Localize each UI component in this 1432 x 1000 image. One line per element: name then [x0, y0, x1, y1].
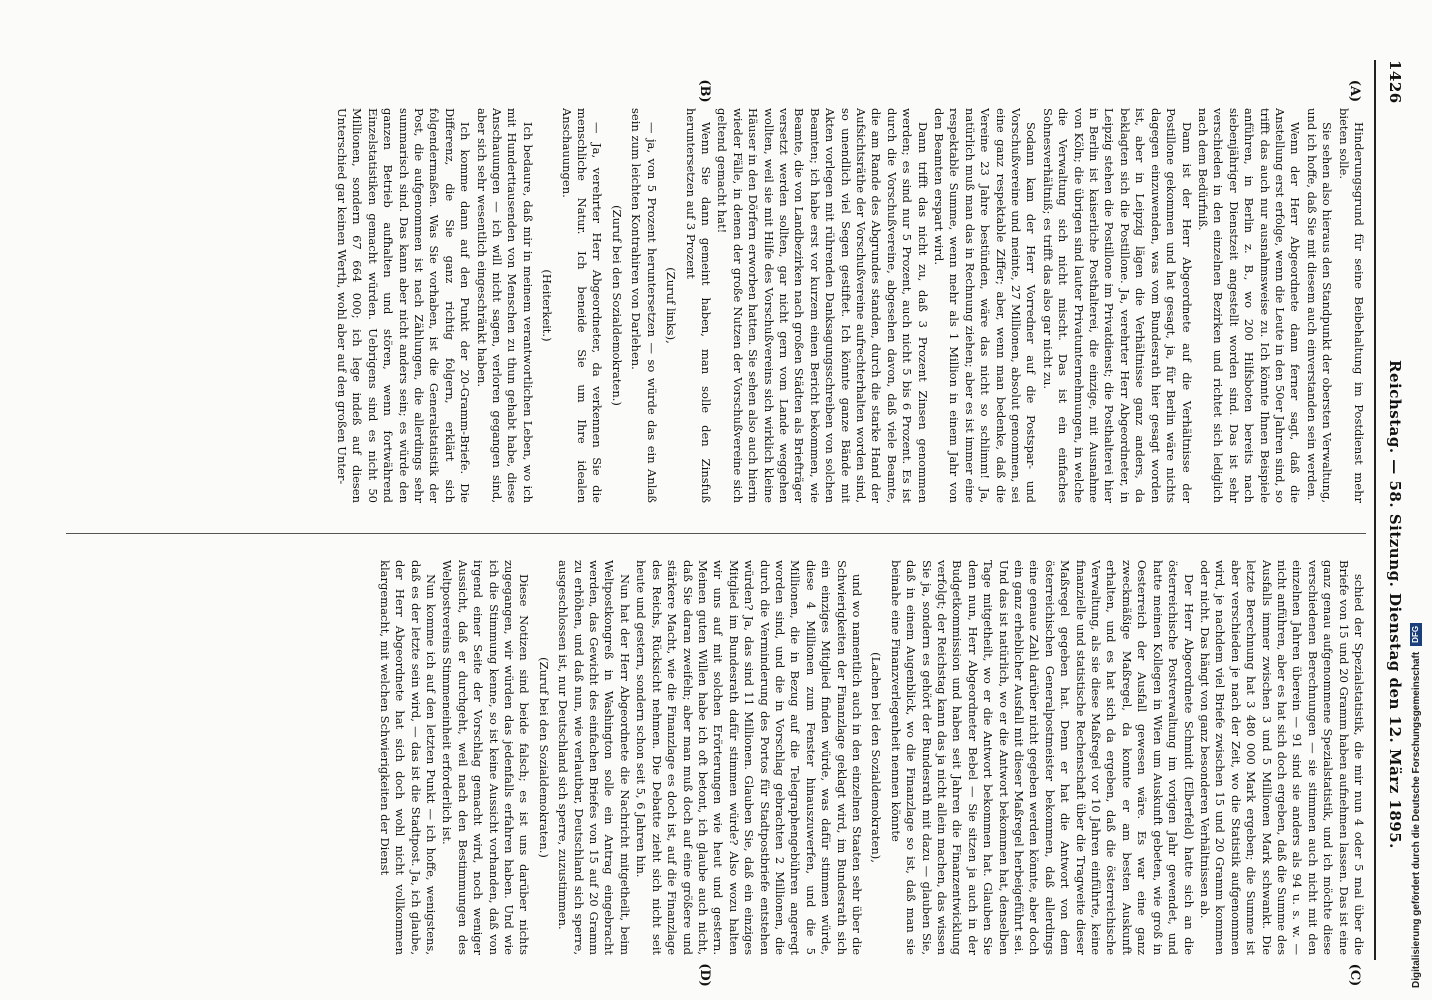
paragraph: (Zuruf bei den Sozialdemokraten.) — [609, 205, 624, 406]
left-text-column — [66, 108, 1366, 503]
page-header — [1378, 60, 1404, 960]
right-text-column — [66, 560, 1366, 955]
digitization-credit — [1405, 8, 1431, 988]
column-rule — [66, 533, 1366, 534]
paragraph: Hinderungsgrund für seine Beibehaltung im Postdienst mehr bieten solle. — [1336, 108, 1366, 503]
running-title: Reichstag. — 58. Sitzung. Dienstag den 12. März 1895. — [1386, 360, 1404, 849]
paragraph: Wenn der Herr Abgeordnete dann ferner sagt, daß die Anstellung erst erfolge, wenn die Leute in den 50er Jahren sind, so trifft das auch nur ausnahmsweise zu. Ich könnte Ihnen Beispiele anführen, in Berlin z. B., wo 200 Hilfsboten bereits nach siebenjähriger Dienstzeit angestellt worden sind. Das ist sehr verschieden in den einzelnen Bezirken und richtet sich lediglich nach dem Bedürfniß. — [1195, 108, 1303, 503]
paragraph: Sodann kam der Herr Vorredner auf die Postspar- und Vorschußvereine und meinte, 27 Millionen, absolut genommen, sei eine ganz respektable Ziffer; aber, wenn man bedenke, daß die Vereine 23 Jahre bestünden, wäre das nicht so schlimm! Ja, natürlich muß man das in Rechnung ziehen; aber es ist immer eine respektable Summe, wenn mehr als 1 Million in einem Jahr von den Beamten erspart wird. — [932, 108, 1039, 503]
paragraph: (Heiterkeit.) — [540, 269, 555, 342]
paragraph: Der Herr Abgeordnete Schmidt (Elberfeld) hatte sich an die österreichische Postverwaltung im vorigen Jahr gewendet, und hatte meinen Kollegen in Wien um Auskunft gebeten, wie groß in Oesterreich der Ausfall gewesen wäre. Es war eine ganz zweckmäßige Maßregel, da konnte er am besten Auskunft erhalten, und es hat sich da ergeben, daß die österreichische Verwaltung, als sie diese Maßregel vor 10 Jahren einführte, keine finanzielle und statistische Rechenschaft über die Tragweite dieser Maßregel gegeben hat. Denn er hat die Antwort von dem österreichischen Generalpostmeister bekommen, daß allerdings eine genaue Zahl darüber nicht gegeben werden könnte, aber doch ein ganz erheblicher Ausfall mit dieser Maßregel herbeigeführt sei. Und das ist natürlich, wo er die Antwort bekommen hat, denselben Tage mitgetheilt, wo er die Antwort bekommen hat. Glauben Sie denn nun, Herr Abgeordneter Bebel — Sie sitzen ja auch in der Budgetkommission und haben seit Jahren die Finanzentwicklung verfolgt; der Reichstag kann das ja nicht allein machen, das wissen Sie ja, sondern es gehört der Bundesrath mit dazu — glauben Sie, daß in einem Augenblick, wo die Finanzlage so ist, daß man sie beinahe eine Finanzverlegenheit nennen könnte — [888, 560, 1196, 955]
header-rule — [1374, 60, 1376, 960]
paragraph: (Lachen bei den Sozialdemokraten), — [869, 652, 884, 863]
paragraph: und wo namentlich auch in den einzelnen Staaten sehr über die Schwierigkeiten der Finanzlage geklagt wird, im Bundesrath sich ein einziges Mitglied finden würde, was dafür stimmen würde, diese 4 Millionen zum Fenster hinauszuwerfen, und die 5 Millionen, die in Bezug auf die Telegraphengebühren angeregt worden sind, und die in Vorschlag gebrachten 2 Millionen, die durch die Verminderung des Portos für Stadtpostbriefe entstehen würden? Ja, das sind 11 Millionen. Glauben Sie, daß ein einziges Mitglied im Bundesrath dafür stimmen würde? Also wozu halten wir uns auf mit solchen Erörterungen wie heut und gestern. Meinen guten Willen habe ich oft betont, ich glaube auch nicht, daß Sie daran zweifeln; aber man muß doch auf eine größere und stärkere Macht, wie die Finanzlage es doch ist, auf die Finanzlage des Reichs, Rücksicht nehmen. Die Debatte zieht sich nicht seit heute und gestern, sondern schon seit 5, 6 Jahren hin. — [634, 560, 864, 955]
margin-marker-d: (D) — [697, 963, 712, 987]
paragraph: (Zuruf bei den Sozialdemokraten.) — [536, 657, 551, 858]
paragraph: Sie sehen also hieraus den Standpunkt der obersten Verwaltung, und ich hoffe, daß Sie mit diesem auch einverstanden sein werden. — [1304, 108, 1335, 503]
paragraph: Nun komme ich auf den letzten Punkt — ich hoffe, wenigstens, daß es der letzte sein wird, — das ist die Stadtpost. Ja, ich glaube, der Herr Abgeordnete hat sich doch wohl nicht vollkommen klargemacht, mit welchen Schwierigkeiten der Dienst — [377, 560, 439, 955]
paragraph: Dann ist der Herr Abgeordnete auf die Verhältnisse der Postillone gekommen und hat gesagt, ja, für Berlin wäre nichts dagegen einzuwenden, was vom Bundesrath hier gesagt worden ist, aber in Leipzig lägen die Verhältnisse ganz anders, da beklagten sich die Postillone. Ja, verehrter Herr Abgeordneter, in Leipzig stehen die Postillone im Privatdienst; die Posthalterei hier in Berlin ist kaiserliche Posthalterei, die einzige, mit Ausnahme von Köln; die übrigen sind lauter Privatunternehmungen, in welche die Verwaltung sich nicht mischt. Das ist ein einfaches Sohnesverhältniß; es trifft das also gar nicht zu. — [1040, 108, 1194, 503]
margin-marker-b: (B) — [697, 79, 712, 103]
margin-marker-c: (C) — [1347, 963, 1362, 987]
paragraph: Dann trifft das nicht zu, daß 3 Prozent Zinsen genommen werden; es sind nur 5 Prozent, auch nicht 5 bis 6 Prozent. Es ist durch die Vorschußvereine, abgesehen davon, daß viele Beamte, die am Rande des Abgrundes standen, durch die starke Hand der Aufsichtsräthe der Vorschußvereine aufrechterhalten worden sind, so unendlich viel Segen gestiftet. Ich könnte ganze Bände mit Akten vorlegen mit rührenden Danksagungsschreiben von solchen Beamten; ich habe erst vor kurzem einen Bericht bekommen, wie Beamte, die von Landbezirken nach großen Städten als Briefträger versetzt werden sollten, gar nicht gern vom Lande weggehen wollten, weil sie mit Hilfe des Vorschußvereins sich wirklich kleine Häuser in den Dörfern erworben hatten. Sie sehen also auch hierin wieder Fälle, in denen der große Nutzen der Vorschußvereine sich geltend gemacht hat! — [715, 108, 930, 503]
paragraph: — ja, von 5 Prozent heruntersetzen — so würde das ein Anlaß sein zum leichten Kontrahiren von Darlehen. — [629, 108, 659, 503]
paragraph: Diese Notizen sind beide falsch; es ist uns darüber nichts zugegangen, wir würden das jedenfalls erfahren haben. Und wie ich die Stimmung kenne, so ist keine Aussicht vorhanden, daß von irgend einer Seite der Vorschlag gemacht wird, noch weniger Aussicht, daß er durchgeht, weil nach den Bestimmungen des Weltpostvereins Stimmeneinheit erforderlich ist. — [440, 560, 532, 955]
page-number: 1426 — [1386, 60, 1404, 104]
paragraph: Nun hat der Herr Abgeordnete die Nachricht mitgetheilt, beim Weltpostkongreß in Washington solle ein Antrag eingebracht werden, das Gewicht des einfachen Briefes von 15 auf 20 Gramm zu erhöhen, und daß nun, wie verlautbar, Deutschland sich sperre, ausgeschlossen ist, nur Deutschland sich sperre, zuzustimmen. — [556, 560, 632, 955]
credit-text: Digitalisierung gefördert durch die Deutsche Forschungsgemeinschaft — [1411, 651, 1422, 988]
paragraph: Ich komme dann auf den Punkt der 20-Gramm-Briefe. Die Differenz, die Sie ganz richtig folgern, erklärt sich folgendermaßen. Was Sie vorhaben, ist die Generalstatistik der Post, die aufgenommen ist nach Zählungen, die allerdings sehr summarisch sind. Das kann aber nicht anders sein; es würde den ganzen Betrieb aufhalten und stören, wenn fortwährend Einzelstatistiken gemacht würden. Uebrigens sind es nicht 50 Millionen, sondern 67 664 000; ich lege indeß auf diesen Unterschied gar keinen Werth, wohl aber auf den großen Unter- — [335, 108, 473, 503]
paragraph: schied der Spezialstatistik, die mir nun 4 oder 5 mal über die Briefe von 15 und 20 Gramm haben aufnehmen lassen. Das ist eine ganz genau aufgenommene Spezialstatistik, und ich möchte diese verschiedenen Berechnungen — sie stimmen auch nicht mit den einzelnen Jahren überein — 91 sind sie anders als 94 u. s. w. — nicht anführen, aber es hat sich doch ergeben, daß die Summe des Ausfalls immer zwischen 3 und 5 Millionen Mark schwankt. Die letzte Berechnung hat 3 480 000 Mark ergeben; die Summe ist aber verschieden je nach der Zeit, wo die Statistik aufgenommen wird, je nachdem viel Briefe zwischen 15 und 20 Gramm kommen oder nicht. Das hängt von ganz besonderen Verhältnissen ab. — [1197, 560, 1366, 955]
margin-marker-a: (A) — [1347, 79, 1362, 103]
paragraph: (Zuruf links), — [664, 267, 679, 344]
paragraph: Wenn Sie dann gemeint haben, man solle den Zinsfuß heruntersetzen auf 3 Prozent — [683, 108, 713, 503]
paragraph: — Ja, verehrter Herr Abgeordneter, da verkennen Sie die menschliche Natur. Ich beneide Sie um Ihre idealen Anschauungen. — [559, 108, 605, 503]
paragraph: Ich bedaure, daß mir in meinem verantwortlichen Leben, wo ich mit Hunderttausenden von Menschen zu thun gehabt habe, diese Anschauungen — ich will nicht sagen, verloren gegangen sind, aber sich sehr wesentlich eingeschränkt haben. — [474, 108, 535, 503]
dfg-logo: DFG — [1410, 623, 1422, 646]
